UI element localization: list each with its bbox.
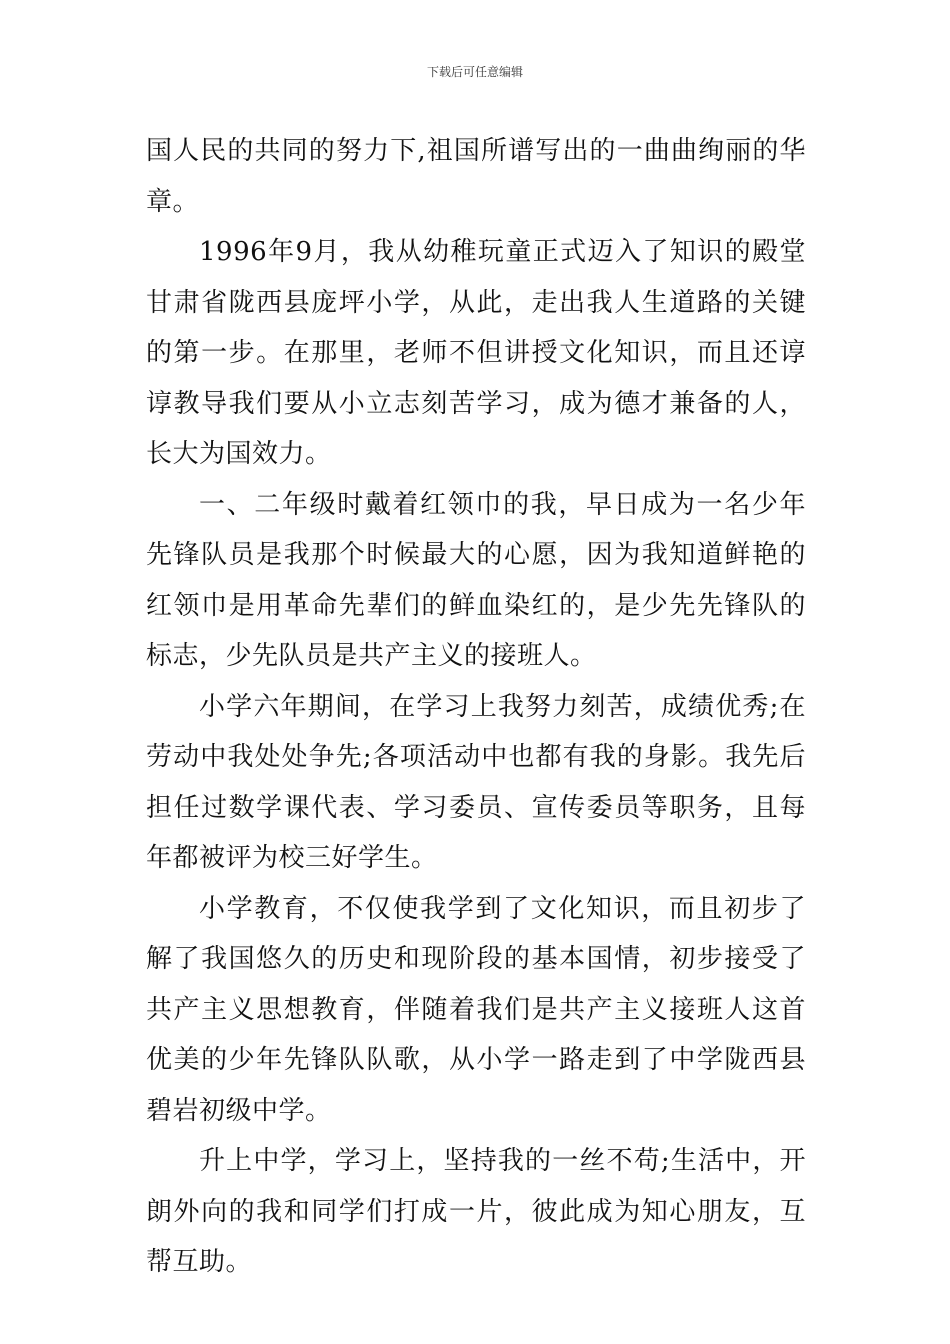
paragraph-6: 升上中学，学习上，坚持我的一丝不苟;生活中，开朗外向的我和同学们打成一片，彼此成为知心朋友，互帮互助。 bbox=[146, 1146, 806, 1277]
document-body bbox=[146, 126, 806, 1288]
paragraph-2: 1996年9月，我从幼稚玩童正式迈入了知识的殿堂甘肃省陇西县庞坪小学，从此，走出我人生道路的关键的第一步。在那里，老师不但讲授文化知识，而且还谆谆教导我们要从小立志刻苦学习，成为德才兼备的人，长大为国效力。 bbox=[146, 237, 806, 469]
page-header-note: 下载后可任意编辑 bbox=[426, 65, 523, 79]
paragraph-5: 小学教育，不仅使我学到了文化知识，而且初步了解了我国悠久的历史和现阶段的基本国情，初步接受了共产主义思想教育，伴随着我们是共产主义接班人这首优美的少年先锋队队歌，从小学一路走到了中学陇西县碧岩初级中学。 bbox=[146, 893, 806, 1126]
paragraph-1: 国人民的共同的努力下,祖国所谱写出的一曲曲绚丽的华章。 bbox=[146, 136, 806, 217]
paragraph-4: 小学六年期间，在学习上我努力刻苦，成绩优秀;在劳动中我处处争先;各项活动中也都有我的身影。我先后担任过数学课代表、学习委员、宣传委员等职务，且每年都被评为校三好学生。 bbox=[146, 691, 806, 873]
paragraph-3: 一、二年级时戴着红领巾的我，早日成为一名少年先锋队员是我那个时候最大的心愿，因为我知道鲜艳的红领巾是用革命先辈们的鲜血染红的，是少先先锋队的标志，少先队员是共产主义的接班人。 bbox=[146, 489, 806, 671]
